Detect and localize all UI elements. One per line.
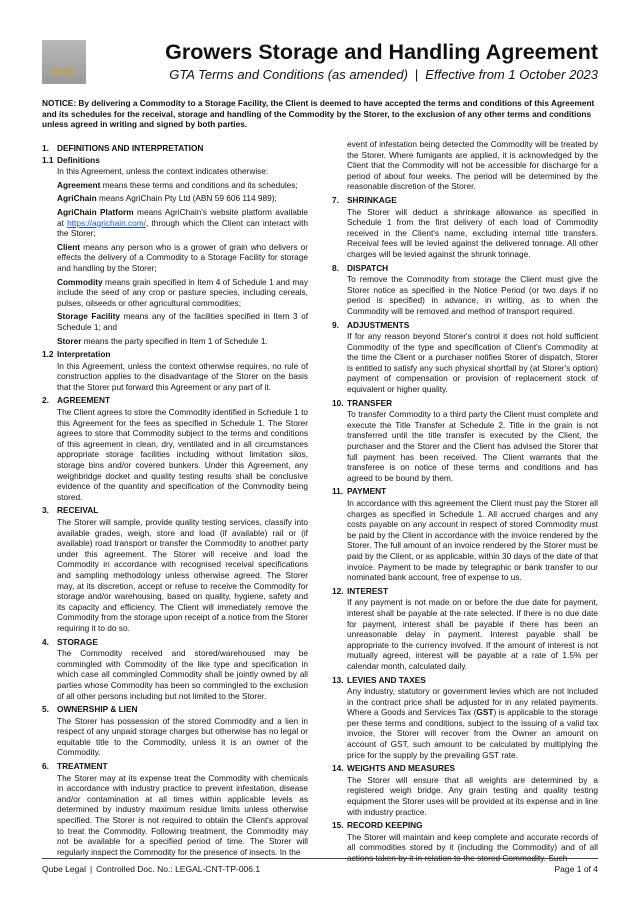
right-column: [332, 139, 598, 867]
footer-divider: [42, 858, 598, 859]
section-13-heading: 13. LEVIES AND TAXES: [332, 674, 426, 685]
definition-storage-facility: Storage Facility means any of the facilities specified in Item 3 of Schedule 1; and: [57, 311, 308, 332]
shrinkage-text: The Storer will deduct a shrinkage allowance as specified in Schedule 1 from the first delivery of each load of Commodity received in the Client's name, excluding internal title transfers. Receival fees will be levied against the delivered tonnage. All other charges will be levied against the shrunk tonnage.: [347, 206, 598, 259]
section-1-1-heading: 1.1 Definitions: [42, 154, 100, 165]
section-12-heading: 12. INTEREST: [332, 585, 389, 596]
footer-doc-info: Qube Legal | Controlled Doc. No.: LEGAL-CNT-TP-006.1: [42, 864, 261, 874]
section-9-heading: 9. ADJUSTMENTS: [332, 319, 410, 330]
dispatch-text: To remove the Commodity from storage the Client must give the Storer notice as specified in the Notice Period (or two days if no period is specified) in advance, in writing, as to when the Commodity will be removed and method of transport required.: [347, 274, 598, 316]
record-keeping-text: The Storer will maintain and keep complete and accurate records of all commodities stored by it (including the Commodity) and of all actions taken by it in relation to the stored Commodity. Such: [347, 831, 598, 863]
document-title: Growers Storage and Handling Agreement: [165, 40, 598, 64]
storage-text: The Commodity received and stored/warehoused may be commingled with Commodity of the like type and specification in which case all commingled Commodity shall be jointly owned by all parties whose Commodity has been so commingled to the exclusion of all other persons including but not limited to the Storer.: [57, 648, 308, 701]
section-1-heading: 1. DEFINITIONS AND INTERPRETATION: [42, 143, 204, 153]
treatment-text-continued: event of infestation being detected the Commodity will be treated by the Storer. Where fumigants are applied, it is acknowledged by the Client that the Commodity will not be accessible for discharge for a period of about four weeks. The period will be determined by the reasonable discretion of the Storer.: [347, 139, 598, 192]
notice-paragraph: NOTICE: By delivering a Commodity to a Storage Facility, the Client is deemed to have accepted the terms and conditions of this Agreement and its schedules for the receival, storage and handling of the Commodity by the Storer, to the exclusion of any other terms and conditions unless agreed in writing and signed by both parties.: [42, 98, 595, 129]
definition-client: Client means any person who is a grower of grain who delivers or effects the delivery of a Commodity to a Storage Facility for storage and handling by the Storer;: [57, 241, 308, 273]
subtitle-terms: GTA Terms and Conditions (as amended): [169, 67, 408, 82]
subtitle-effective-date: Effective from 1 October 2023: [425, 67, 598, 82]
section-10-heading: 10. TRANSFER: [332, 397, 393, 408]
section-11-heading: 11. PAYMENT: [332, 486, 387, 497]
payment-text: In accordance with this agreement the Client must pay the Storer all charges as specified in Schedule 1. All accrued charges and any costs payable on any account in respect of stored Commodity must be paid by the Client in accordance with the invoice rendered by the Storer. The full amount of an invoice rendered by the Storer must be paid by the Client, or as applicable, within 30 days of the date of that invoice. Payment to be made by telegraphic or bank transfer to our nominated bank account, free of expense to us.: [347, 498, 598, 583]
document-subtitle: [169, 67, 598, 82]
section-5-heading: 5. OWNERSHIP & LIEN: [42, 704, 138, 715]
section-8-heading: 8. DISPATCH: [332, 262, 389, 273]
logo-text: QUBE: [51, 68, 77, 78]
definition-agreement: Agreement means these terms and conditions and its schedules;: [57, 179, 298, 190]
levies-text: Any industry, statutory or government levies which are not included in the contract price shall be adjusted for in any related payments. Where a Goods and Services Tax (GST) is applicable to the storage per these terms and conditions, subject to the issuing of a valid tax invoice, the Storer will recover from the Owner an amount on account of GST, such amount to be calculated by multiplying the price for the supply by the prevailing GST rate.: [347, 686, 598, 760]
section-1-2-heading: 1.2 Interpretation: [42, 349, 111, 360]
section-14-heading: 14. WEIGHTS AND MEASURES: [332, 763, 456, 774]
ownership-text: The Storer has possession of the stored Commodity and a lien in respect of any unpaid storage charges but otherwise has no legal or equitable title to the Commodity, unless it is an owner of the Commodity.: [57, 715, 308, 758]
section-3-heading: 3. RECEIVAL: [42, 505, 99, 516]
receival-text: The Storer will sample, provide quality testing services, classify into available grades, weigh, store and load (if available) rail or (if available) road transport or transfer the Commodity to another party under this agreement. The Storer will receive and load the Commodity in accordance with recognised receival specifications and sampling methodology unless otherwise agreed. The Storer may, at its discretion, accept or refuse to receive the Commodity for storage and/or warehousing, based on quality, hygiene, safety and its capacity and efficiency. The Client will immediately remove the Commodity from the storage upon receipt of a notice from the Storer requiring it to do so.: [57, 517, 308, 633]
qube-logo: [42, 40, 86, 84]
treatment-text: The Storer may at its expense treat the Commodity with chemicals in accordance with industry practice to prevent infestation, disease and/or contamination at all times within applicable levels as determined by industry maximum residue limits unless otherwise specified. The Storer is not required to obtain the Client's approval to treat the Commodity. Following treatment, the Commodity may not be available for a specified period of time. The Storer will regularly inspect the Commodity for the presence of insects. In the: [57, 772, 308, 857]
definition-agrichain: AgriChain means AgriChain Pty Ltd (ABN 59 606 114 989);: [57, 193, 277, 204]
left-column: [42, 140, 308, 860]
adjustments-text: If for any reason beyond Storer's control it does not hold sufficient Commodity of the type and specification of Client's Commodity at the time the Client or a purchaser notifies Storer of dispatch, Storer is entitled to satisfy any such physical shortfall by (at Storer's option) payment of compensation or provision of replacement stock of equivalent or higher quality.: [347, 331, 598, 395]
section-2-heading: 2. AGREEMENT: [42, 395, 111, 406]
definition-agrichain-platform: AgriChain Platform means AgriChain's website platform available at https://agrichain.com/, through which the Client can interact with the Storer;: [57, 206, 308, 239]
interpretation-text: In this Agreement, unless the context otherwise requires, no rule of construction applies to the disadvantage of the Storer on the basis that the Storer put forward this Agreement or any part of it.: [57, 360, 308, 392]
section-15-heading: 15. RECORD KEEPING: [332, 820, 423, 831]
section-7-heading: 7. SHRINKAGE: [332, 194, 397, 205]
section-6-heading: 6. TREATMENT: [42, 761, 108, 772]
section-4-heading: 4. STORAGE: [42, 636, 98, 647]
definitions-intro: In this Agreement, unless the context indicates otherwise:: [57, 166, 269, 177]
agrichain-link[interactable]: https://agrichain.com/: [67, 217, 146, 228]
agreement-text: The Client agrees to store the Commodity identified in Schedule 1 to this Agreement for the fees as specified in Schedule 1. The Storer agrees to store that Commodity subject to the terms and conditions of this agreement in clean, dry, ventilated and in all circumstances appropriate storage facilities including without limitation silos, storage bins and/or covered bunkers. Under this Agreement, any weighbridge docket and quality testing results shall be conclusive evidence of the quantity and specification of the Commodity being stored.: [57, 407, 308, 502]
footer-page-number: Page 1 of 4: [554, 864, 598, 874]
weights-text: The Storer will ensure that all weights are determined by a registered weigh bridge. Any grain testing and quality testing equipment the Storer uses will be provided at its expense and in line with industry practice.: [347, 774, 598, 817]
definition-storer: Storer means the party specified in Item 1 of Schedule 1.: [57, 335, 268, 346]
subtitle-separator: |: [414, 67, 419, 82]
transfer-text: To transfer Commodity to a third party the Client must complete and execute the Title Transfer at Schedule 2. Title in the grain is not transferred until the title transfer is executed by the Client, the purchaser and the Storer and the Client has advised the Storer that full payment has been received. The Client warrants that the transferee is on notice of these terms and conditions and has agreed to be bound by them.: [347, 409, 598, 483]
definition-commodity: Commodity means grain specified in Item 4 of Schedule 1 and may include the seed of any crop or pasture species, including cereals, pulses, oilseeds or other agricultural commodities;: [57, 276, 308, 308]
interest-text: If any payment is not made on or before the due date for payment, interest shall be payable at the rate selected. If there is no due date for payment, interest shall be payable if there has been an unreasonable delay in payment. Interest payable shall be appropriate to the currency involved. If the amount of interest is not mutually agreed, interest will be payable at a rate of 1.5% per calendar month, calculated daily.: [347, 597, 598, 671]
